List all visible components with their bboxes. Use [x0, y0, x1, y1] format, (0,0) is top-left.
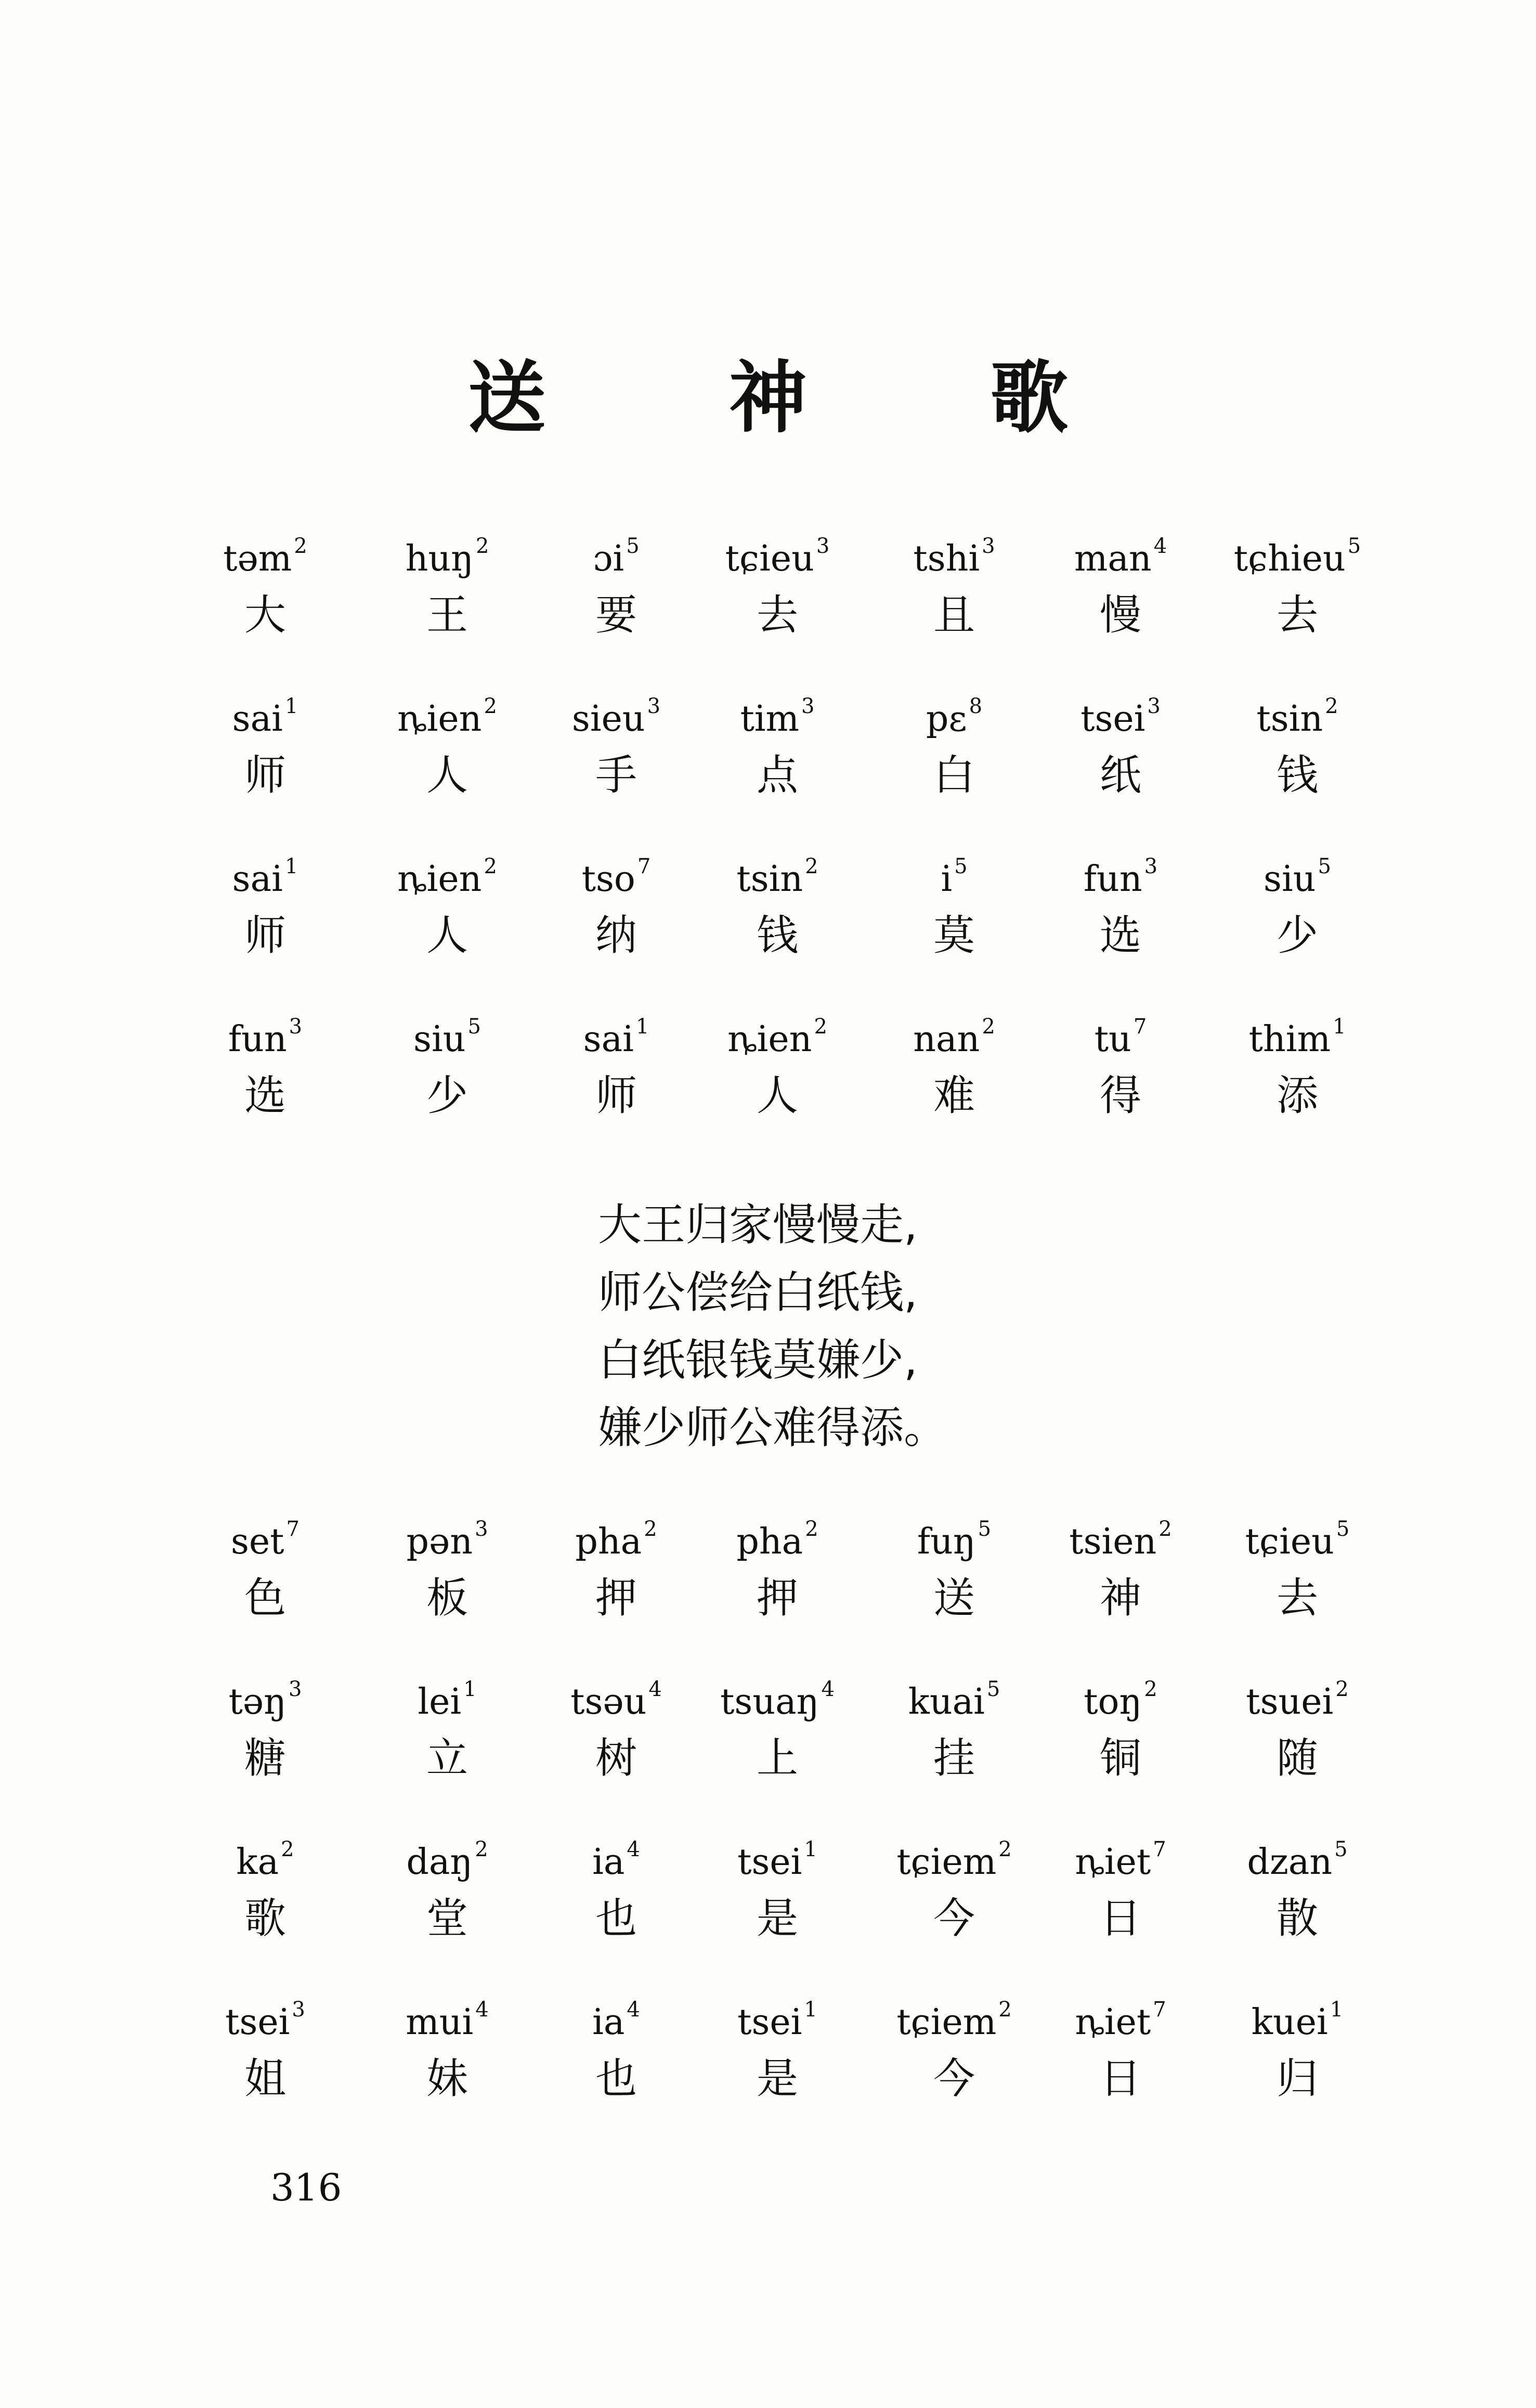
tone-number: 2 — [475, 1837, 488, 1861]
ipa-transcription — [1214, 1668, 1381, 1723]
ipa-syllable: toŋ — [1084, 1681, 1142, 1723]
chinese-character: 上 — [757, 1734, 798, 1782]
syllable-cell — [533, 846, 699, 959]
ipa-syllable: sieu — [571, 698, 645, 740]
ipa-transcription — [871, 1829, 1037, 1883]
syllable-cell — [871, 846, 1037, 959]
chinese-character: 添 — [1277, 1071, 1318, 1120]
ipa-transcription — [871, 846, 1037, 900]
poem-line: 师公偿给白纸钱, — [598, 1267, 918, 1318]
syllable-cell — [871, 1829, 1037, 1942]
tone-number: 7 — [1153, 1837, 1166, 1861]
ipa-transcription — [694, 685, 861, 740]
syllable-cell — [364, 1989, 530, 2102]
ipa-syllable: tɕhieu — [1233, 538, 1346, 579]
poem-line: 白纸银钱莫嫌少, — [598, 1335, 918, 1386]
syllable-cell — [182, 846, 348, 959]
chinese-character: 日 — [1100, 1894, 1141, 1943]
tone-number: 1 — [284, 855, 298, 878]
syllable-cell — [1037, 846, 1204, 959]
syllable-cell — [1214, 1829, 1381, 1942]
tone-number: 4 — [1153, 534, 1167, 558]
tone-number: 3 — [289, 1015, 303, 1039]
tone-number: 7 — [1133, 1015, 1147, 1039]
ipa-transcription — [182, 1989, 348, 2043]
ipa-syllable: ia — [592, 1842, 625, 1883]
tone-number: 1 — [804, 1837, 817, 1861]
chinese-character: 手 — [595, 751, 637, 799]
chinese-character: 散 — [1277, 1894, 1318, 1943]
tone-number: 2 — [484, 694, 497, 718]
chinese-character: 铜 — [1100, 1734, 1141, 1782]
chinese-character: 得 — [1100, 1071, 1141, 1120]
syllable-cell — [182, 1989, 348, 2102]
chinese-character: 归 — [1277, 2054, 1318, 2103]
syllable-cell — [1037, 525, 1204, 639]
ipa-transcription — [1214, 525, 1381, 579]
ipa-syllable: təŋ — [228, 1681, 287, 1723]
ipa-transcription — [533, 1829, 699, 1883]
page-number: 316 — [270, 2166, 342, 2209]
ipa-syllable: tsuei — [1246, 1681, 1334, 1723]
ipa-transcription — [533, 525, 699, 579]
chinese-character: 大 — [244, 591, 286, 639]
tone-number: 8 — [969, 694, 983, 718]
tone-number: 4 — [648, 1677, 662, 1701]
tone-number: 1 — [284, 694, 298, 718]
tone-number: 2 — [814, 1015, 827, 1039]
chinese-character: 送 — [933, 1574, 975, 1622]
chinese-character: 今 — [933, 2054, 975, 2103]
syllable-cell — [533, 1006, 699, 1119]
tone-number: 5 — [626, 534, 640, 558]
chinese-character: 选 — [1100, 911, 1141, 960]
ipa-syllable: tshi — [913, 538, 980, 579]
syllable-cell — [694, 685, 861, 799]
chinese-character: 难 — [933, 1071, 975, 1120]
ipa-syllable: tɕiem — [896, 1842, 997, 1883]
syllable-cell — [533, 685, 699, 799]
syllable-cell — [1037, 685, 1204, 799]
chinese-character: 也 — [595, 2054, 637, 2103]
ipa-transcription — [1214, 1829, 1381, 1883]
ipa-syllable: mui — [406, 2002, 474, 2043]
tone-number: 3 — [1147, 694, 1161, 718]
ipa-transcription — [1037, 1668, 1204, 1723]
verse-row — [223, 525, 1388, 685]
ipa-transcription — [533, 1508, 699, 1562]
chinese-character: 纳 — [595, 911, 637, 960]
ipa-transcription — [1214, 1989, 1381, 2043]
ipa-syllable: tsəu — [570, 1681, 647, 1723]
syllable-cell — [871, 1989, 1037, 2102]
tone-number: 5 — [1334, 1837, 1348, 1861]
ipa-syllable: tim — [740, 698, 800, 740]
ipa-syllable: siu — [1264, 859, 1316, 900]
ipa-transcription — [533, 1668, 699, 1723]
syllable-cell — [1214, 846, 1381, 959]
ipa-transcription — [182, 846, 348, 900]
verse-row — [229, 685, 1388, 846]
chinese-character: 人 — [757, 1071, 798, 1120]
chinese-character: 去 — [757, 591, 798, 639]
ipa-transcription — [694, 1508, 861, 1562]
syllable-cell — [1214, 1006, 1381, 1119]
ipa-syllable: tsei — [1081, 698, 1146, 740]
verse-row — [229, 1668, 1388, 1829]
ipa-transcription — [694, 1989, 861, 2043]
ipa-syllable: huŋ — [405, 538, 474, 579]
ipa-transcription — [871, 1668, 1037, 1723]
ipa-syllable: dzan — [1247, 1842, 1333, 1883]
chinese-character: 王 — [426, 591, 468, 639]
syllable-cell — [694, 846, 861, 959]
chinese-character: 人 — [426, 911, 468, 960]
ipa-syllable: pɛ — [926, 698, 967, 740]
tone-number: 5 — [467, 1015, 481, 1039]
tone-number: 5 — [954, 855, 968, 878]
tone-number: 3 — [801, 694, 815, 718]
syllable-cell — [871, 525, 1037, 639]
syllable-cell — [182, 525, 348, 639]
ipa-syllable: tɕieu — [1245, 1521, 1334, 1562]
ipa-transcription — [182, 525, 348, 579]
ipa-syllable: tso — [581, 859, 635, 900]
ipa-syllable: thim — [1248, 1019, 1331, 1060]
verse-row — [229, 1829, 1388, 1989]
ipa-syllable: ȵiet — [1075, 1842, 1151, 1883]
tone-number: 5 — [1336, 1517, 1350, 1541]
ipa-syllable: ȵien — [397, 698, 482, 740]
syllable-cell — [182, 1829, 348, 1942]
chinese-character: 要 — [595, 591, 637, 639]
ipa-transcription — [182, 685, 348, 740]
translation-poem — [598, 1191, 947, 1461]
verse-grid-1 — [223, 525, 1388, 1166]
chinese-character: 人 — [426, 751, 468, 799]
ipa-transcription — [694, 525, 861, 579]
ipa-transcription — [533, 1006, 699, 1060]
syllable-cell — [694, 1006, 861, 1119]
chinese-character: 去 — [1277, 591, 1318, 639]
syllable-cell — [1214, 1668, 1381, 1782]
ipa-transcription — [694, 1829, 861, 1883]
ipa-transcription — [533, 1989, 699, 2043]
ipa-transcription — [364, 1668, 530, 1723]
syllable-cell — [1037, 1508, 1204, 1622]
page-title: 送 神 歌 — [467, 352, 1147, 444]
tone-number: 3 — [288, 1677, 302, 1701]
chinese-character: 白 — [933, 751, 975, 799]
ipa-transcription — [364, 846, 530, 900]
ipa-transcription — [364, 1508, 530, 1562]
tone-number: 5 — [1347, 534, 1361, 558]
tone-number: 1 — [1330, 1998, 1344, 2022]
ipa-transcription — [1037, 846, 1204, 900]
chinese-character: 少 — [1277, 911, 1318, 960]
tone-number: 5 — [978, 1517, 992, 1541]
ipa-transcription — [694, 846, 861, 900]
ipa-transcription — [871, 1006, 1037, 1060]
chinese-character: 姐 — [244, 2054, 286, 2103]
ipa-syllable: sai — [583, 1019, 634, 1060]
syllable-cell — [364, 1668, 530, 1782]
tone-number: 2 — [1335, 1677, 1349, 1701]
syllable-cell — [694, 525, 861, 639]
verse-row — [229, 1508, 1388, 1668]
tone-number: 4 — [627, 1837, 640, 1861]
ipa-syllable: ɔi — [593, 538, 624, 579]
ipa-syllable: pha — [575, 1521, 642, 1562]
ipa-transcription — [1214, 1508, 1381, 1562]
ipa-syllable: sai — [232, 859, 283, 900]
tone-number: 4 — [475, 1998, 489, 2022]
chinese-character: 押 — [757, 1574, 798, 1622]
tone-number: 4 — [627, 1998, 640, 2022]
ipa-transcription — [1214, 1006, 1381, 1060]
ipa-syllable: tu — [1094, 1019, 1131, 1060]
ipa-syllable: nan — [913, 1019, 980, 1060]
ipa-transcription — [871, 525, 1037, 579]
ipa-syllable: siu — [413, 1019, 466, 1060]
chinese-character: 板 — [426, 1574, 468, 1622]
ipa-syllable: tsuaŋ — [720, 1681, 819, 1723]
syllable-cell — [364, 525, 530, 639]
syllable-cell — [694, 1668, 861, 1782]
tone-number: 2 — [644, 1517, 657, 1541]
tone-number: 3 — [816, 534, 830, 558]
chinese-character: 慢 — [1100, 591, 1141, 639]
chinese-character: 随 — [1277, 1734, 1318, 1782]
ipa-transcription — [694, 1006, 861, 1060]
ipa-syllable: tsin — [1256, 698, 1323, 740]
chinese-character: 师 — [595, 1071, 637, 1120]
syllable-cell — [533, 525, 699, 639]
ipa-syllable: daŋ — [406, 1842, 473, 1883]
chinese-character: 堂 — [426, 1894, 468, 1943]
syllable-cell — [1037, 1668, 1204, 1782]
tone-number: 2 — [998, 1998, 1012, 2022]
ipa-transcription — [871, 685, 1037, 740]
chinese-character: 是 — [757, 1894, 798, 1943]
ipa-syllable: sai — [232, 698, 283, 740]
ipa-transcription — [1037, 685, 1204, 740]
ipa-syllable: təm — [223, 538, 292, 579]
tone-number: 1 — [1332, 1015, 1346, 1039]
syllable-cell — [871, 1508, 1037, 1622]
tone-number: 7 — [637, 855, 651, 878]
tone-number: 1 — [804, 1998, 817, 2022]
verse-grid-2 — [225, 1508, 1388, 2149]
syllable-cell — [1037, 1006, 1204, 1119]
ipa-transcription — [1037, 1508, 1204, 1562]
chinese-character: 押 — [595, 1574, 637, 1622]
ipa-transcription — [364, 1006, 530, 1060]
ipa-syllable: fun — [1083, 859, 1142, 900]
ipa-syllable: kuai — [908, 1681, 985, 1723]
tone-number: 2 — [982, 1015, 995, 1039]
chinese-character: 选 — [244, 1071, 286, 1120]
chinese-character: 歌 — [244, 1894, 286, 1943]
ipa-transcription — [364, 1829, 530, 1883]
ipa-syllable: kuei — [1251, 2002, 1328, 2043]
tone-number: 2 — [1144, 1677, 1157, 1701]
ipa-syllable: ka — [236, 1842, 279, 1883]
syllable-cell — [1037, 1989, 1204, 2102]
chinese-character: 糖 — [244, 1734, 286, 1782]
chinese-character: 师 — [244, 911, 286, 960]
tone-number: 2 — [475, 534, 489, 558]
ipa-syllable: tsei — [225, 2002, 290, 2043]
tone-number: 5 — [986, 1677, 1000, 1701]
tone-number: 3 — [647, 694, 661, 718]
syllable-cell — [1214, 525, 1381, 639]
syllable-cell — [1214, 685, 1381, 799]
chinese-character: 点 — [757, 751, 798, 799]
syllable-cell — [533, 1668, 699, 1782]
ipa-transcription — [182, 1508, 348, 1562]
chinese-character: 少 — [426, 1071, 468, 1120]
tone-number: 2 — [294, 534, 307, 558]
tone-number: 2 — [484, 855, 497, 878]
ipa-syllable: pən — [406, 1521, 473, 1562]
chinese-character: 钱 — [1277, 751, 1318, 799]
ipa-syllable: fuŋ — [917, 1521, 976, 1562]
ipa-transcription — [533, 846, 699, 900]
chinese-character: 挂 — [933, 1734, 975, 1782]
chinese-character: 立 — [426, 1734, 468, 1782]
syllable-cell — [1037, 1829, 1204, 1942]
chinese-character: 也 — [595, 1894, 637, 1943]
syllable-cell — [1214, 1508, 1381, 1622]
syllable-cell — [364, 1508, 530, 1622]
ipa-transcription — [1037, 1989, 1204, 2043]
syllable-cell — [182, 685, 348, 799]
tone-number: 3 — [1144, 855, 1158, 878]
tone-number: 3 — [475, 1517, 488, 1541]
ipa-syllable: tsin — [736, 859, 803, 900]
syllable-cell — [694, 1829, 861, 1942]
syllable-cell — [871, 1668, 1037, 1782]
poem-line: 嫌少师公难得添。 — [598, 1402, 948, 1453]
ipa-syllable: ia — [592, 2002, 625, 2043]
tone-number: 3 — [982, 534, 995, 558]
ipa-syllable: tsei — [737, 1842, 802, 1883]
ipa-syllable: ȵien — [727, 1019, 812, 1060]
tone-number: 1 — [635, 1015, 649, 1039]
ipa-transcription — [364, 525, 530, 579]
ipa-transcription — [182, 1668, 348, 1723]
chinese-character: 莫 — [933, 911, 975, 960]
ipa-transcription — [1037, 525, 1204, 579]
tone-number: 4 — [821, 1677, 835, 1701]
ipa-transcription — [871, 1989, 1037, 2043]
tone-number: 2 — [805, 855, 818, 878]
syllable-cell — [871, 685, 1037, 799]
ipa-transcription — [182, 1006, 348, 1060]
ipa-syllable: pha — [736, 1521, 803, 1562]
syllable-cell — [533, 1829, 699, 1942]
tone-number: 7 — [1153, 1998, 1166, 2022]
ipa-transcription — [1037, 1006, 1204, 1060]
ipa-syllable: lei — [418, 1681, 462, 1723]
ipa-syllable: set — [231, 1521, 284, 1562]
tone-number: 2 — [281, 1837, 294, 1861]
chinese-character: 纸 — [1100, 751, 1141, 799]
ipa-syllable: i — [941, 859, 953, 900]
chinese-character: 色 — [244, 1574, 286, 1622]
syllable-cell — [182, 1668, 348, 1782]
chinese-character: 是 — [757, 2054, 798, 2103]
chinese-character: 且 — [933, 591, 975, 639]
ipa-syllable: tsei — [737, 2002, 802, 2043]
syllable-cell — [694, 1989, 861, 2102]
chinese-character: 师 — [244, 751, 286, 799]
verse-row — [229, 1006, 1388, 1166]
syllable-cell — [1214, 1989, 1381, 2102]
chinese-character: 妹 — [426, 2054, 468, 2103]
tone-number: 3 — [292, 1998, 305, 2022]
ipa-syllable: tsien — [1069, 1521, 1157, 1562]
tone-number: 1 — [463, 1677, 477, 1701]
ipa-transcription — [1037, 1829, 1204, 1883]
tone-number: 2 — [1158, 1517, 1172, 1541]
chinese-character: 钱 — [757, 911, 798, 960]
syllable-cell — [871, 1006, 1037, 1119]
verse-row — [229, 846, 1388, 1006]
syllable-cell — [533, 1508, 699, 1622]
ipa-syllable: man — [1074, 538, 1152, 579]
ipa-transcription — [364, 1989, 530, 2043]
syllable-cell — [364, 1829, 530, 1942]
chinese-character: 日 — [1100, 2054, 1141, 2103]
ipa-syllable: tɕiem — [896, 2002, 997, 2043]
syllable-cell — [533, 1989, 699, 2102]
syllable-cell — [182, 1508, 348, 1622]
tone-number: 2 — [998, 1837, 1012, 1861]
chinese-character: 神 — [1100, 1574, 1141, 1622]
chinese-character: 今 — [933, 1894, 975, 1943]
ipa-transcription — [694, 1668, 861, 1723]
ipa-syllable: ȵien — [397, 859, 482, 900]
ipa-syllable: fun — [228, 1019, 287, 1060]
syllable-cell — [364, 846, 530, 959]
ipa-transcription — [364, 685, 530, 740]
tone-number: 7 — [286, 1517, 300, 1541]
ipa-transcription — [533, 685, 699, 740]
tone-number: 2 — [805, 1517, 818, 1541]
ipa-transcription — [182, 1829, 348, 1883]
verse-row — [225, 1989, 1388, 2149]
tone-number: 5 — [1318, 855, 1331, 878]
ipa-transcription — [1214, 846, 1381, 900]
ipa-syllable: tɕieu — [725, 538, 814, 579]
ipa-transcription — [871, 1508, 1037, 1562]
syllable-cell — [694, 1508, 861, 1622]
ipa-syllable: ȵiet — [1075, 2002, 1151, 2043]
syllable-cell — [364, 685, 530, 799]
syllable-cell — [182, 1006, 348, 1119]
ipa-transcription — [1214, 685, 1381, 740]
poem-line: 大王归家慢慢走, — [598, 1199, 918, 1250]
chinese-character: 树 — [595, 1734, 637, 1782]
syllable-cell — [364, 1006, 530, 1119]
tone-number: 2 — [1325, 694, 1338, 718]
chinese-character: 去 — [1277, 1574, 1318, 1622]
